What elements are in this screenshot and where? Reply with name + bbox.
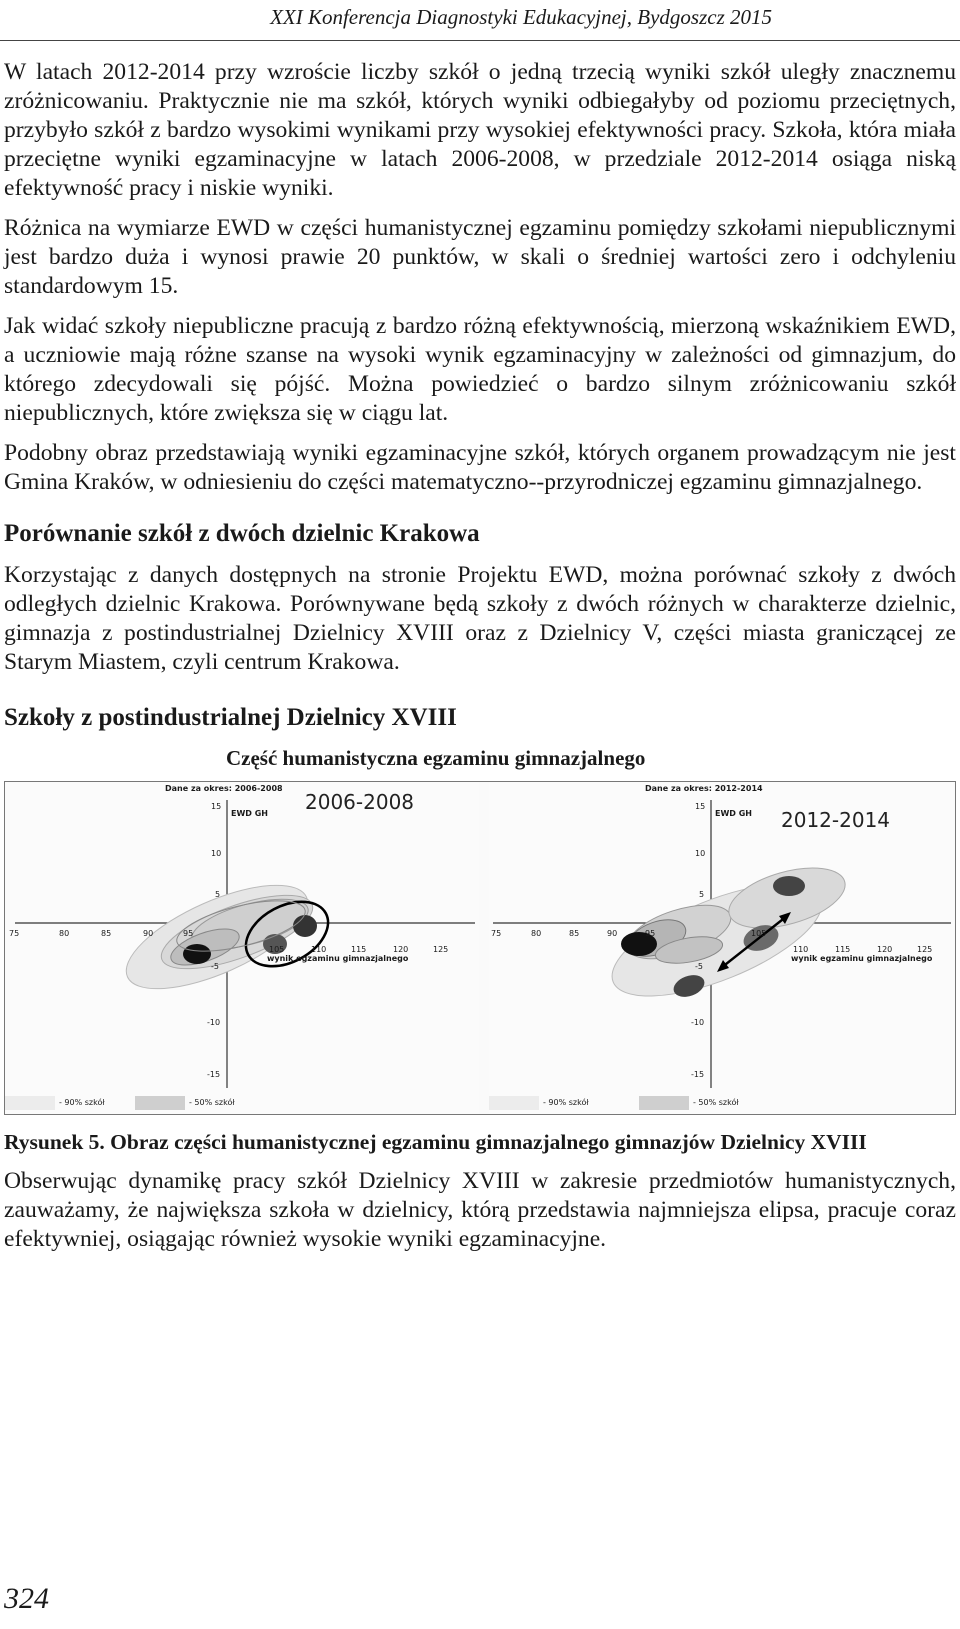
y-tick: -10 bbox=[207, 1018, 221, 1027]
y-tick: 10 bbox=[695, 849, 706, 858]
running-header: XXI Konferencja Diagnostyki Edukacyjnej, Bydgoszcz 2015 bbox=[270, 5, 772, 29]
section-heading: Porównanie szkół z dwóch dzielnic Krakowa bbox=[4, 520, 480, 547]
x-tick: 105 bbox=[751, 929, 767, 938]
x-tick: 120 bbox=[877, 945, 893, 954]
y-tick: -15 bbox=[207, 1070, 221, 1079]
y-tick: 5 bbox=[699, 890, 705, 899]
x-tick: 85 bbox=[569, 929, 580, 938]
subsection-heading: Szkoły z postindustrialnej Dzielnicy XVIII bbox=[4, 704, 457, 731]
legend-label-50: - 50% szkół bbox=[693, 1098, 739, 1107]
paragraph: Korzystając z danych dostępnych na stronie Projektu EWD, można porównać szkoły z dwóch odległych dzielnic Krakowa. Porównywane będą szkoły z dwóch różnych w charakterze dzielnic, gimnazja z postindustrialnej Dzielnicy XVIII oraz z Dzielnicy V, części miasta graniczącej ze Starym Miastem, czyli centrum Krakowa. bbox=[4, 562, 956, 675]
header-rule bbox=[0, 40, 960, 41]
x-axis-label: wynik egzaminu gimnazjalnego bbox=[267, 954, 409, 963]
y-tick: 15 bbox=[211, 802, 222, 811]
figure-title: Część humanistyczna egzaminu gimnazjalnego bbox=[226, 746, 646, 770]
x-tick: 75 bbox=[491, 929, 502, 938]
x-tick: 95 bbox=[645, 929, 656, 938]
data-range-label: Dane za okres: 2006-2008 bbox=[165, 784, 283, 793]
x-tick: 105 bbox=[269, 945, 285, 954]
x-tick: 95 bbox=[183, 929, 194, 938]
legend-label-50: - 50% szkół bbox=[189, 1098, 235, 1107]
chart-panel-2006-2008 bbox=[5, 782, 479, 1114]
x-tick: 80 bbox=[531, 929, 542, 938]
legend-swatch-90 bbox=[5, 1096, 55, 1110]
y-tick: -5 bbox=[695, 962, 703, 971]
y-tick: 5 bbox=[215, 890, 221, 899]
period-title: 2006-2008 bbox=[305, 790, 415, 814]
data-range-label: Dane za okres: 2012-2014 bbox=[645, 784, 763, 793]
x-tick: 75 bbox=[9, 929, 20, 938]
x-tick: 110 bbox=[311, 945, 327, 954]
paragraph: Obserwując dynamikę pracy szkół Dzielnicy XVIII w zakresie przedmiotów humanistycznych, zauważamy, że największa szkoła w dzielnicy, którą przedstawia najmniejsza elipsa, pracuje coraz efektywniej, osiągając również wysokie wyniki egzaminacyjne. bbox=[4, 1168, 956, 1252]
legend-swatch-50 bbox=[639, 1096, 689, 1110]
x-tick: 125 bbox=[433, 945, 449, 954]
period-title: 2012-2014 bbox=[781, 808, 891, 832]
page-number: 324 bbox=[4, 1582, 49, 1615]
x-tick: 115 bbox=[351, 945, 367, 954]
y-tick: -15 bbox=[691, 1070, 705, 1079]
y-tick: -10 bbox=[691, 1018, 705, 1027]
x-tick: 80 bbox=[59, 929, 70, 938]
paragraph: W latach 2012-2014 przy wzroście liczby szkół o jedną trzecią wyniki szkół uległy znacznemu zróżnicowaniu. Praktycznie nie ma szkół, których wyniki odbiegałyby od poziomu przeciętnych, przybyło szkół z bardzo wysokimi wynikami przy wysokiej efektywności pracy. Szkoła, która miała przeciętne wyniki egzaminacyjne w latach 2006-2008, w przedziale 2012-2014 osiąga niską efektywność pracy i niskie wyniki. bbox=[4, 59, 956, 201]
x-tick: 90 bbox=[607, 929, 618, 938]
paragraph: Podobny obraz przedstawiają wyniki egzaminacyjne szkół, których organem prowadzącym nie jest Gmina Kraków, w odniesieniu do części matematyczno--przyrodniczej egzaminu gimnazjalnego. bbox=[4, 440, 956, 495]
page-content bbox=[4, 58, 956, 1265]
legend-swatch-90 bbox=[489, 1096, 539, 1110]
x-tick: 125 bbox=[917, 945, 933, 954]
legend-label-90: - 90% szkół bbox=[543, 1098, 589, 1107]
x-tick: 115 bbox=[835, 945, 851, 954]
y-tick: 10 bbox=[211, 849, 222, 858]
x-tick: 85 bbox=[101, 929, 112, 938]
legend-label-90: - 90% szkół bbox=[59, 1098, 105, 1107]
chart-panel-2012-2014 bbox=[489, 782, 955, 1114]
x-tick: 120 bbox=[393, 945, 409, 954]
y-axis-label: EWD GH bbox=[231, 809, 268, 818]
x-axis-label: wynik egzaminu gimnazjalnego bbox=[791, 954, 933, 963]
legend-swatch-50 bbox=[135, 1096, 185, 1110]
y-tick: -5 bbox=[211, 962, 219, 971]
figure-image bbox=[4, 781, 956, 1115]
paragraph: Jak widać szkoły niepubliczne pracują z bardzo różną efektywnością, mierzoną wskaźnikiem EWD, a uczniowie mają różne szanse na wysoki wynik egzaminacyjny w zależności od gimnazjum, do którego zdecydowali się pójść. Można powiedzieć o bardzo silnym zróżnicowaniu szkół niepublicznych, które zwiększa się w ciągu lat. bbox=[4, 313, 956, 426]
y-tick: 15 bbox=[695, 802, 706, 811]
paragraph: Różnica na wymiarze EWD w części humanistycznej egzaminu pomiędzy szkołami niepublicznymi jest bardzo duża i wynosi prawie 20 punktów, w skali o średniej wartości zero i odchyleniu standardowym 15. bbox=[4, 215, 956, 299]
y-axis-label: EWD GH bbox=[715, 809, 752, 818]
x-tick: 90 bbox=[143, 929, 154, 938]
x-tick: 110 bbox=[793, 945, 809, 954]
figure-caption: Rysunek 5. Obraz części humanistycznej egzaminu gimnazjalnego gimnazjów Dzielnicy XVIII bbox=[4, 1130, 867, 1154]
